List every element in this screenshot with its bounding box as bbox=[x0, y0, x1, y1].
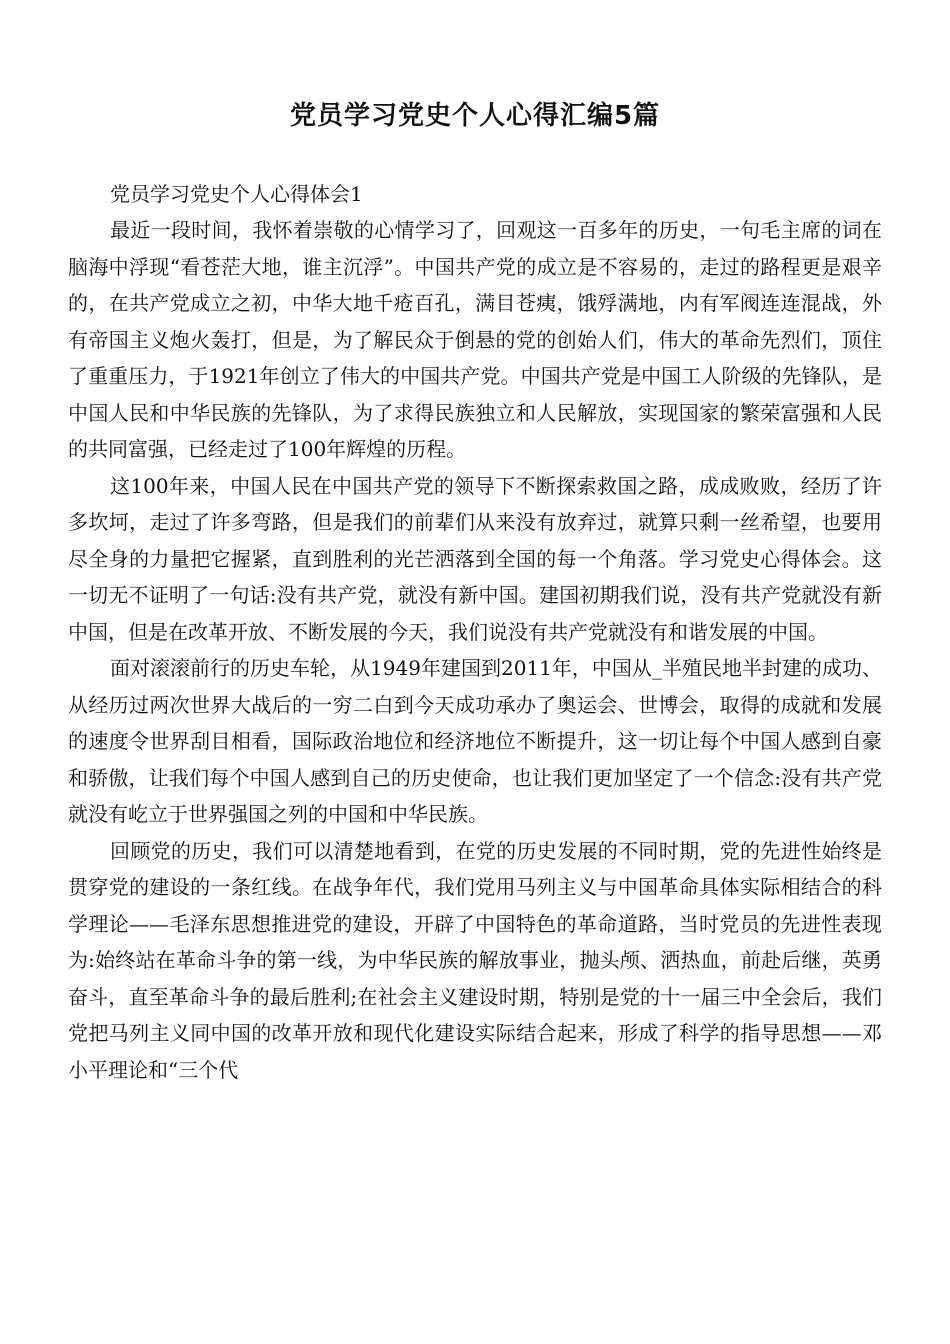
paragraph-4: 回顾党的历史，我们可以清楚地看到，在党的历史发展的不同时期，党的先进性始终是贯穿党的建设的一条红线。在战争年代，我们党用马列主义与中国革命具体实际相结合的科学理论——毛泽东思想推进党的建设，开辟了中国特色的革命道路，当时党员的先进性表现为:始终站在革命斗争的第一线，为中华民族的解放事业，抛头颅、洒热血，前赴后继，英勇奋斗，直至革命斗争的最后胜利;在社会主义建设时期，特别是党的十一届三中全会后，我们党把马列主义同中国的改革开放和现代化建设实际结合起来，形成了科学的指导思想——邓小平理论和“三个代 bbox=[68, 838, 882, 1082]
paragraph-2: 这100年来，中国人民在中国共产党的领导下不断探索救国之路，成成败败，经历了许多坎坷，走过了许多弯路，但是我们的前辈们从来没有放弃过，就算只剩一丝希望，也要用尽全身的力量把它握紧，直到胜利的光芒洒落到全国的每一个角落。学习党史心得体会。这一切无不证明了一句话:没有共产党，就没有新中国。建国初期我们说，没有共产党就没有新中国，但是在改革开放、不断发展的今天，我们说没有共产党就没有和谐发展的中国。 bbox=[68, 473, 882, 644]
paragraph-1: 最近一段时间，我怀着崇敬的心情学习了，回观这一百多年的历史，一句毛主席的词在脑海中浮现“看苍茫大地，谁主沉浮”。中国共产党的成立是不容易的，走过的路程更是艰辛的，在共产党成立之初，中华大地千疮百孔，满目苍痍，饿殍满地，内有军阀连连混战，外有帝国主义炮火轰打，但是，为了解民众于倒悬的党的创始人们，伟大的革命先烈们，顶住了重重压力，于1921年创立了伟大的中国共产党。中国共产党是中国工人阶级的先锋队，是中国人民和中华民族的先锋队，为了求得民族独立和人民解放，实现国家的繁荣富强和人民的共同富强，已经走过了100年辉煌的历程。 bbox=[68, 218, 882, 461]
document-title: 党员学习党史个人心得汇编5篇 bbox=[289, 101, 661, 131]
paragraph-3: 面对滚滚前行的历史车轮，从1949年建国到2011年，中国从_半殖民地半封建的成功、从经历过两次世界大战后的一穷二白到今天成功承办了奥运会、世博会，取得的成就和发展的速度令世界刮目相看，国际政治地位和经济地位不断提升，这一切让每个中国人感到自豪和骄傲，让我们每个中国人感到自己的历史使命，也让我们更加坚定了一个信念:没有共产党就没有屹立于世界强国之列的中国和中华民族。 bbox=[68, 656, 882, 826]
section-heading: 党员学习党史个人心得体会1 bbox=[110, 182, 363, 206]
